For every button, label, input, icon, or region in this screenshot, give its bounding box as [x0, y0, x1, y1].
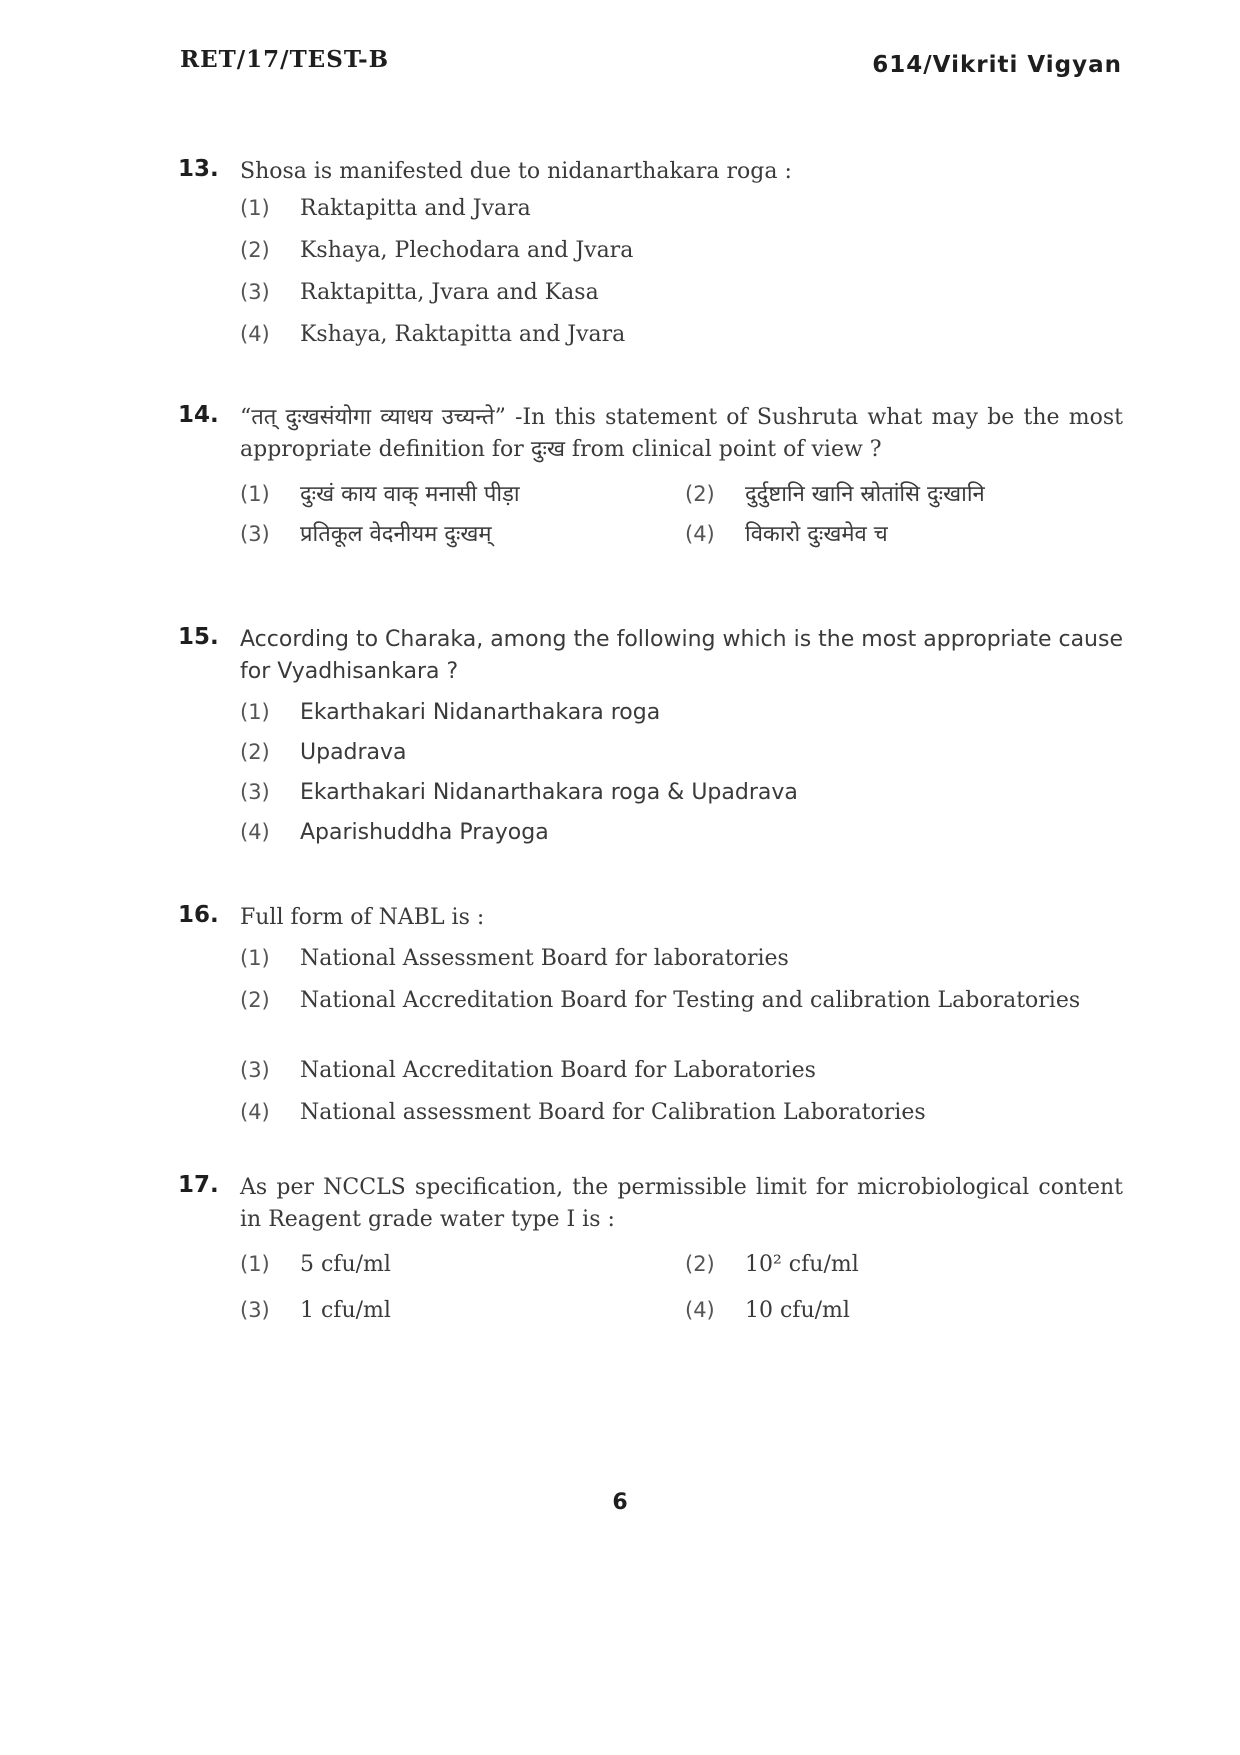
option-3: [240, 278, 1123, 320]
option-number: (2): [685, 1252, 715, 1276]
option-text: Kshaya, Plechodara and Jvara: [300, 238, 634, 263]
option-text: Ekarthakari Nidanarthakara roga & Upadrava: [300, 780, 798, 805]
question-14: [178, 402, 1123, 560]
question-number: 17.: [178, 1172, 219, 1198]
question-17: [178, 1172, 1123, 1342]
option-text: 10² cfu/ml: [745, 1252, 859, 1277]
option-2: [240, 236, 1123, 278]
option-number: (3): [240, 1298, 270, 1322]
option-text: 1 cfu/ml: [300, 1298, 391, 1323]
option-text: Upadrava: [300, 740, 407, 765]
option-list: [240, 944, 1123, 1140]
question-text: “तत् दुःखसंयोगा व्याधय उच्यन्ते” -In this statement of Sushruta what may be the most appropriate definition for दुःख from clinical point of view ?: [240, 405, 1123, 462]
option-number: (1): [240, 700, 270, 724]
option-number: (1): [240, 1252, 270, 1276]
option-list: [240, 1250, 1123, 1342]
option-number: (3): [240, 1058, 270, 1082]
option-text: Kshaya, Raktapitta and Jvara: [300, 322, 626, 347]
question-text: As per NCCLS specification, the permissible limit for microbiological content in Reagent grade water type I is :: [240, 1175, 1123, 1232]
option-1: [240, 944, 1123, 986]
option-text: विकारो दुःखमेव च: [745, 522, 888, 547]
exam-code: RET/17/TEST-B: [180, 46, 390, 73]
option-number: (3): [240, 780, 270, 804]
option-1: [240, 698, 1123, 738]
question-16: [178, 902, 1123, 1140]
option-text: प्रतिकूल वेदनीयम दुःखम्: [300, 522, 492, 547]
option-number: (4): [685, 522, 715, 546]
question-text: Full form of NABL is :: [240, 905, 485, 930]
option-list: [240, 698, 1123, 858]
page-number: 6: [612, 1490, 628, 1515]
option-text: National assessment Board for Calibration Laboratories: [300, 1100, 926, 1125]
option-text: 10 cfu/ml: [745, 1298, 850, 1323]
option-number: (2): [240, 740, 270, 764]
option-number: (4): [240, 322, 270, 346]
option-text: Ekarthakari Nidanarthakara roga: [300, 700, 661, 725]
option-text: Raktapitta and Jvara: [300, 196, 531, 221]
option-2: [685, 480, 1130, 520]
question-13: [178, 156, 1123, 362]
question-15: [178, 624, 1123, 858]
option-text: 5 cfu/ml: [300, 1252, 391, 1277]
question-text: According to Charaka, among the following which is the most appropriate cause for Vyadhisankara ?: [240, 627, 1123, 684]
option-text: National Accreditation Board for Testing and calibration Laboratories: [300, 988, 1081, 1013]
option-4: [240, 818, 1123, 858]
option-text: Raktapitta, Jvara and Kasa: [300, 280, 599, 305]
question-number: 13.: [178, 156, 219, 182]
option-4: [240, 320, 1123, 362]
option-3: [240, 778, 1123, 818]
option-list: [240, 194, 1123, 362]
option-4: [685, 1296, 1130, 1342]
option-3: [240, 1296, 685, 1342]
option-text: दुःखं काय वाक् मनासी पीड़ा: [300, 482, 520, 507]
option-number: (2): [240, 988, 270, 1012]
option-number: (1): [240, 196, 270, 220]
option-2: [685, 1250, 1130, 1296]
option-3: [240, 520, 685, 560]
option-3: [240, 1056, 1123, 1098]
option-text: दुर्दुष्टानि खानि स्रोतांसि दुःखानि: [745, 482, 985, 507]
option-number: (1): [240, 482, 270, 506]
question-number: 15.: [178, 624, 219, 650]
option-text: National Accreditation Board for Laboratories: [300, 1058, 816, 1083]
option-1: [240, 480, 685, 520]
question-text: Shosa is manifested due to nidanarthakara roga :: [240, 159, 792, 184]
option-number: (4): [240, 1100, 270, 1124]
option-number: (3): [240, 280, 270, 304]
option-number: (4): [240, 820, 270, 844]
option-list: [240, 480, 1123, 560]
option-4: [685, 520, 1130, 560]
option-text: National Assessment Board for laboratories: [300, 946, 789, 971]
option-2: [240, 986, 1123, 1056]
subject-code: 614/Vikriti Vigyan: [872, 52, 1122, 78]
question-number: 16.: [178, 902, 219, 928]
option-number: (2): [240, 238, 270, 262]
option-number: (3): [240, 522, 270, 546]
option-text: Aparishuddha Prayoga: [300, 820, 549, 845]
option-2: [240, 738, 1123, 778]
option-4: [240, 1098, 1123, 1140]
question-number: 14.: [178, 402, 219, 428]
option-number: (1): [240, 946, 270, 970]
option-1: [240, 194, 1123, 236]
option-number: (2): [685, 482, 715, 506]
option-1: [240, 1250, 685, 1296]
option-number: (4): [685, 1298, 715, 1322]
